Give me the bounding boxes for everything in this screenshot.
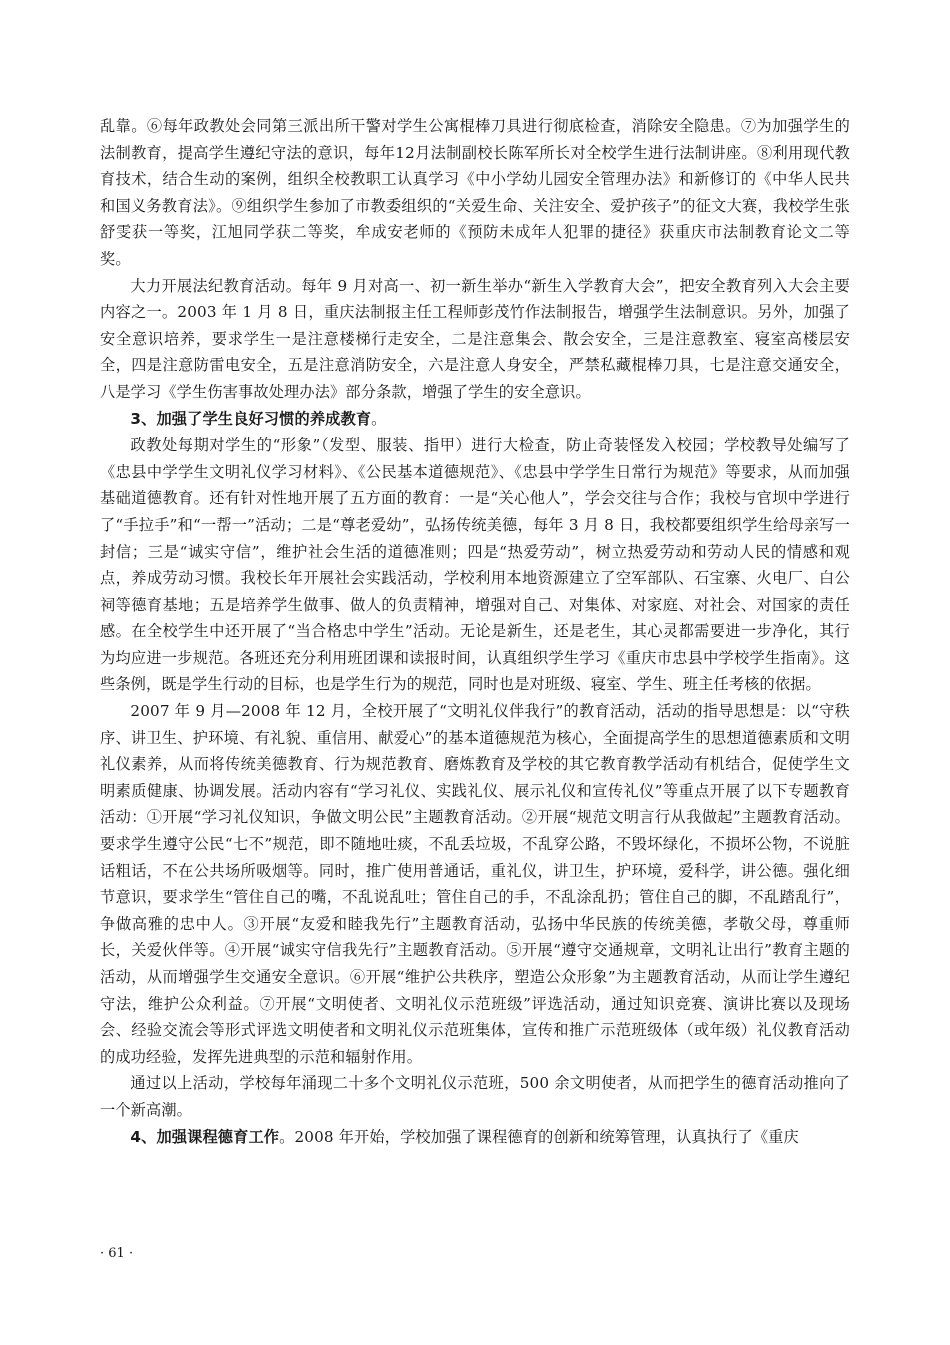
document-body — [100, 113, 850, 1150]
section-heading-4: 4、加强课程德育工作 — [130, 1127, 280, 1146]
paragraph-6: 通过以上活动，学校每年涌现二十多个文明礼仪示范班，500 余文明使者，从而把学生的德育活动推向了一个新高潮。 — [100, 1074, 850, 1119]
paragraph-3 — [100, 406, 850, 433]
paragraph-3-text: 。 — [371, 409, 387, 428]
paragraph-7 — [100, 1124, 850, 1151]
page-number: · 61 · — [100, 1246, 134, 1261]
paragraph-7-text: 。2008 年开始，学校加强了课程德育的创新和统筹管理，认真执行了《重庆 — [279, 1127, 799, 1146]
paragraph-4: 政教处每期对学生的“形象”（发型、服装、指甲）进行大检查，防止奇装怪发入校园；学校教导处编写了《忠县中学学生文明礼仪学习材料》、《公民基本道德规范》、《忠县中学学生日常行为规范》等要求，从而加强基础道德教育。还有针对性地开展了五方面的教育：一是“关心他人”，学会交往与合作；我校与官坝中学进行了“手拉手”和“一帮一”活动；二是“尊老爱幼”，弘扬传统美德，每年 3 月 8 日，我校都要组织学生给母亲写一封信；三是“诚实守信”，维护社会生活的道德准则；四是“热爱劳动”，树立热爱劳动和劳动人民的情感和观点，养成劳动习惯。我校长年开展社会实践活动，学校利用本地资源建立了空军部队、石宝寨、火电厂、白公祠等德育基地；五是培养学生做事、做人的负责精神，增强对自己、对集体、对家庭、对社会、对国家的责任感。在全校学生中还开展了“当合格忠中学生”活动。无论是新生，还是老生，其心灵都需要进一步净化，其行为均应进一步规范。各班还充分利用班团课和读报时间，认真组织学生学习《重庆市忠县中学校学生指南》。这些条例，既是学生行动的目标，也是学生行为的规范，同时也是对班级、寝室、学生、班主任考核的依据。 — [100, 436, 850, 694]
paragraph-5: 2007 年 9 月—2008 年 12 月，全校开展了“文明礼仪伴我行”的教育活动，活动的指导思想是：以“守秩序、讲卫生、护环境、有礼貌、重信用、献爱心”的基本道德规范为核心，全面提高学生的思想道德素质和文明礼仪素养，从而将传统美德教育、行为规范教育、磨炼教育及学校的其它教育教学活动有机结合，促使学生文明素质健康、协调发展。活动内容有“学习礼仪、实践礼仪、展示礼仪和宣传礼仪”等重点开展了以下专题教育活动：①开展“学习礼仪知识，争做文明公民”主题教育活动。②开展“规范文明言行从我做起”主题教育活动。要求学生遵守公民“七不”规范，即不随地吐痰，不乱丢垃圾，不乱穿公路，不毁坏绿化，不损坏公物，不说脏话粗话，不在公共场所吸烟等。同时，推广使用普通话，重礼仪，讲卫生，护环境，爱科学，讲公德。强化细节意识，要求学生“管住自己的嘴，不乱说乱吐；管住自己的手，不乱涂乱扔；管住自己的脚，不乱踏乱行”，争做高雅的忠中人。③开展“友爱和睦我先行”主题教育活动，弘扬中华民族的传统美德，孝敬父母，尊重师长，关爱伙伴等。④开展“诚实守信我先行”主题教育活动。⑤开展“遵守交通规章，文明礼让出行”教育主题的活动，从而增强学生交通安全意识。⑥开展“维护公共秩序，塑造公众形象”为主题教育活动，从而让学生遵纪守法，维护公众利益。⑦开展“文明使者、文明礼仪示范班级”评选活动，通过知识竞赛、演讲比赛以及现场会、经验交流会等形式评选文明使者和文明礼仪示范班集体，宣传和推广示范班级体（或年级）礼仪教育活动的成功经验，发挥先进典型的示范和辐射作用。 — [100, 702, 850, 1066]
paragraph-2: 大力开展法纪教育活动。每年 9 月对高一、初一新生举办“新生入学教育大会”，把安全教育列入大会主要内容之一。2003 年 1 月 8 日，重庆法制报主任工程师彭茂竹作法制报告，增强学生法制意识。另外，加强了安全意识培养，要求学生一是注意楼梯行走安全，二是注意集会、散会安全，三是注意教室、寝室高楼层安全，四是注意防雷电安全，五是注意消防安全，六是注意人身安全，严禁私藏棍棒刀具，七是注意交通安全，八是学习《学生伤害事故处理办法》部分条款，增强了学生的安全意识。 — [100, 276, 850, 401]
paragraph-1: 乱靠。⑥每年政教处会同第三派出所干警对学生公寓棍棒刀具进行彻底检查，消除安全隐患。⑦为加强学生的法制教育，提高学生遵纪守法的意识，每年12月法制副校长陈军所长对全校学生进行法制讲座。⑧利用现代教育技术，结合生动的案例，组织全校教职工认真学习《中小学幼儿园安全管理办法》和新修订的《中华人民共和国义务教育法》。⑨组织学生参加了市教委组织的“关爱生命、关注安全、爱护孩子”的征文大赛，我校学生张舒雯获一等奖，江旭同学获二等奖，牟成安老师的《预防未成年人犯罪的捷径》获重庆市法制教育论文二等奖。 — [100, 117, 850, 268]
section-heading-3: 3、加强了学生良好习惯的养成教育 — [130, 409, 372, 428]
